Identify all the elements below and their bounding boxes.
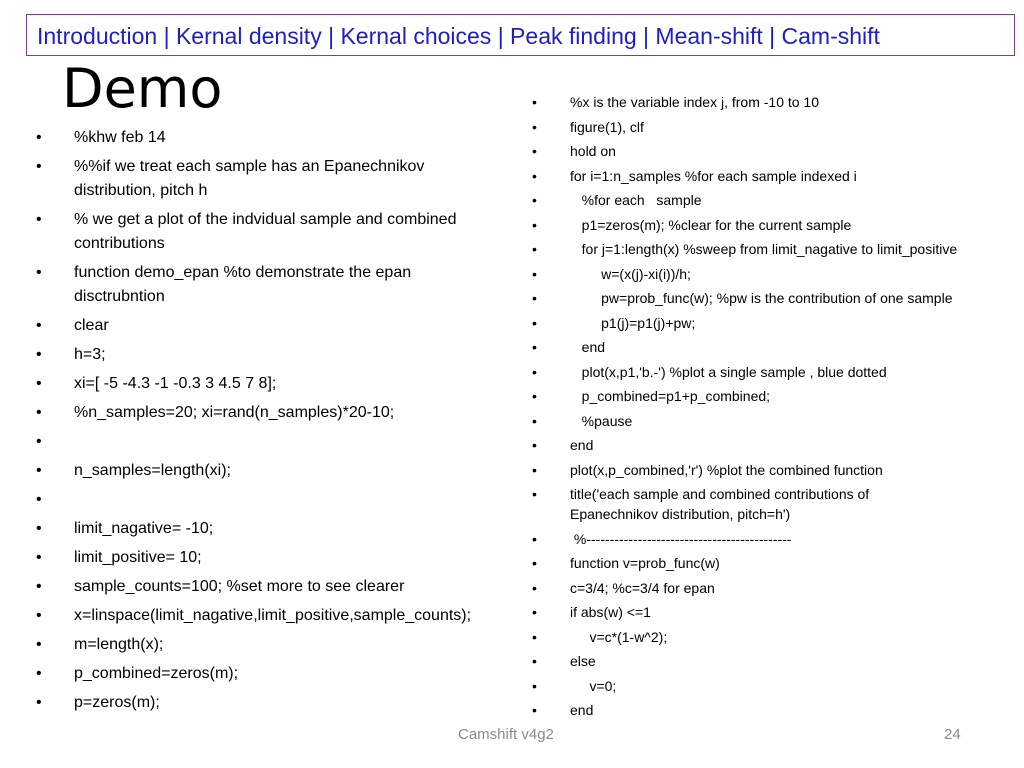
code-line: • limit_positive= 10; (32, 546, 472, 570)
section-nav-bar (26, 14, 1015, 56)
code-line: • h=3; (32, 343, 472, 367)
footer-text: Camshift v4g2 (458, 726, 554, 743)
code-line: • pw=prob_func(w); %pw is the contribution of one sample (528, 288, 958, 308)
code-line: • for i=1:n_samples %for each sample indexed i (528, 166, 958, 186)
code-line: • figure(1), clf (528, 117, 958, 137)
code-line: • function v=prob_func(w) (528, 553, 958, 573)
code-line: • sample_counts=100; %set more to see clearer (32, 575, 472, 599)
code-line: • %for each sample (528, 190, 958, 210)
code-line: • %-------------------------------------------- (528, 529, 958, 549)
page-number: 24 (944, 726, 961, 743)
code-line: • m=length(x); (32, 633, 472, 657)
code-line: • if abs(w) <=1 (528, 602, 958, 622)
code-line: • c=3/4; %c=3/4 for epan (528, 578, 958, 598)
slide-title: Demo (62, 57, 223, 120)
code-line: • v=c*(1-w^2); (528, 627, 958, 647)
code-line: • p_combined=p1+p_combined; (528, 386, 958, 406)
section-nav-text: Introduction | Kernal density | Kernal choices | Peak finding | Mean-shift | Cam-shift (37, 23, 880, 49)
code-line: • hold on (528, 141, 958, 161)
code-line (32, 488, 472, 512)
code-line: • limit_nagative= -10; (32, 517, 472, 541)
code-line: • %%if we treat each sample has an Epanechnikov distribution, pitch h (32, 155, 472, 203)
code-line: • plot(x,p1,'b.-') %plot a single sample , blue dotted (528, 362, 958, 382)
code-line: • x=linspace(limit_nagative,limit_positive,sample_counts); (32, 604, 472, 628)
code-line: • title('each sample and combined contributions of Epanechnikov distribution, pitch=h') (528, 484, 958, 524)
code-line: • end (528, 700, 958, 720)
code-line: • p1=zeros(m); %clear for the current sample (528, 215, 958, 235)
code-line: • p=zeros(m); (32, 691, 472, 715)
left-code-list (32, 126, 472, 720)
code-line: • else (528, 651, 958, 671)
code-line: • for j=1:length(x) %sweep from limit_nagative to limit_positive (528, 239, 958, 259)
code-line: • %khw feb 14 (32, 126, 472, 150)
code-line: • % we get a plot of the indvidual sample and combined contributions (32, 208, 472, 256)
code-line: • %x is the variable index j, from -10 to 10 (528, 92, 958, 112)
code-line: • function demo_epan %to demonstrate the epan disctrubntion (32, 261, 472, 309)
code-line: • clear (32, 314, 472, 338)
code-line: • end (528, 337, 958, 357)
code-line: • p1(j)=p1(j)+pw; (528, 313, 958, 333)
code-line: • %pause (528, 411, 958, 431)
code-line: • end (528, 435, 958, 455)
code-line: • plot(x,p_combined,'r') %plot the combined function (528, 460, 958, 480)
code-line: • w=(x(j)-xi(i))/h; (528, 264, 958, 284)
code-line: • xi=[ -5 -4.3 -1 -0.3 3 4.5 7 8]; (32, 372, 472, 396)
right-code-list (528, 92, 958, 725)
code-line: • n_samples=length(xi); (32, 459, 472, 483)
code-line: • %n_samples=20; xi=rand(n_samples)*20-10; (32, 401, 472, 425)
code-line (32, 430, 472, 454)
code-line: • v=0; (528, 676, 958, 696)
code-line: • p_combined=zeros(m); (32, 662, 472, 686)
